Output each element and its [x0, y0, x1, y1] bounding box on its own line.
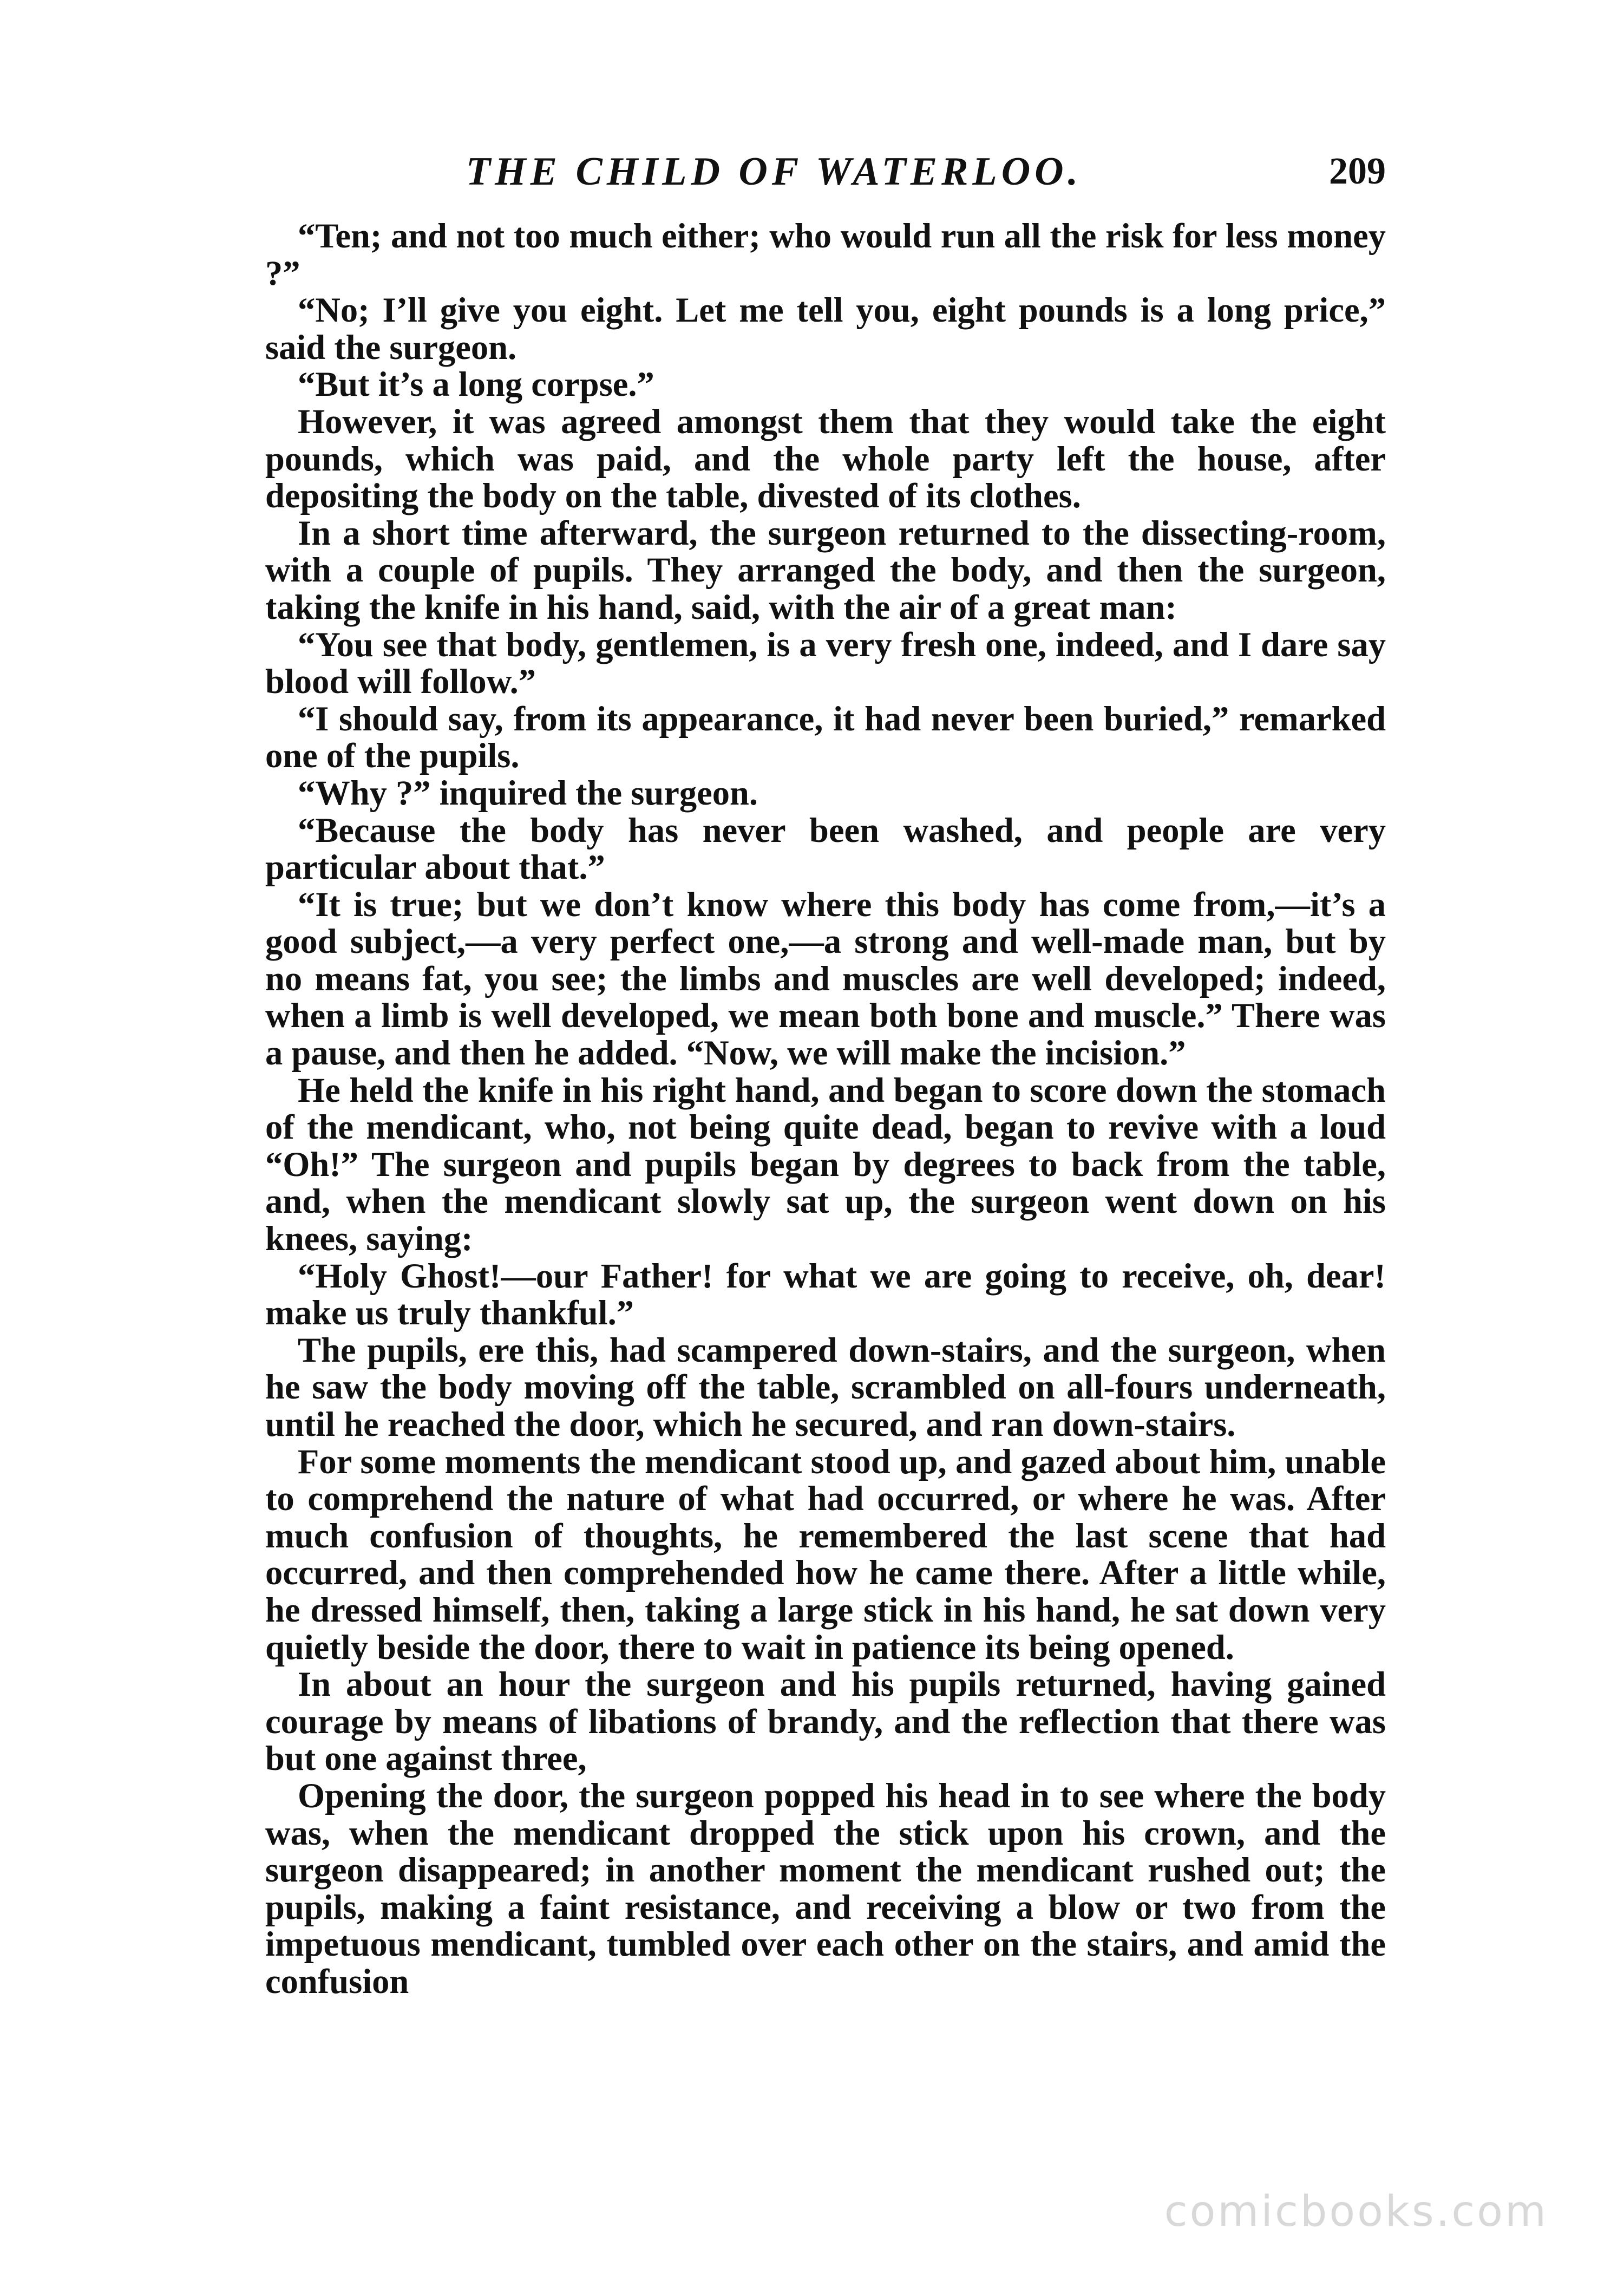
paragraph: “But it’s a long corpse.” [298, 365, 654, 404]
paragraph: For some moments the mendicant stood up, and gazed about him, unable to comprehend the nature of what had occurred, or where he was. After much confusion of thoughts, he remembered the last scene that had occurred, and then comprehended how he came there. After a little while, he dressed himself, then, taking a large stick in his hand, he sat down very quietly beside the door, there to wait in patience its being opened. [265, 1442, 1386, 1667]
paragraph: “It is true; but we don’t know where this body has come from,—it’s a good subject,—a very perfect one,—a strong and well-made man, but by no means fat, you see; the limbs and muscles are well developed; indeed, when a limb is well developed, we mean both bone and muscle.” There was a pause, and then he added. “Now, we will make the incision.” [265, 885, 1386, 1073]
paragraph: He held the knife in his right hand, and began to score down the stomach of the mendicant, who, not being quite dead, began to revive with a loud “Oh!” The surgeon and pupils began by degrees to back from the table, and, when the mendicant slowly sat up, the surgeon went down on his knees, saying: [265, 1070, 1386, 1258]
paragraph: “Because the body has never been washed, and people are very particular about that.” [265, 811, 1386, 887]
paragraph: “Ten; and not too much either; who would run all the risk for less money ?” [265, 217, 1386, 292]
watermark: comicbooks.com [1164, 2187, 1548, 2236]
page-number: 209 [1329, 151, 1386, 192]
paragraph: “No; I’ll give you eight. Let me tell you, eight pounds is a long price,” said the surgeon. [265, 291, 1386, 367]
running-head [265, 147, 1386, 196]
paragraph: “You see that body, gentlemen, is a very fresh one, indeed, and I dare say blood will follow.” [265, 625, 1386, 701]
body-text [265, 218, 1386, 2001]
paragraph: Opening the door, the surgeon popped his head in to see where the body was, when the mendicant dropped the stick upon his crown, and the surgeon disappeared; in another moment the mendicant rushed out; the pupils, making a faint resistance, and receiving a blow or two from the impetuous mendicant, tumbled over each other on the stairs, and amid the confusion [265, 1776, 1386, 2001]
paragraph: “Why ?” inquired the surgeon. [298, 773, 758, 812]
paragraph: “Holy Ghost!—our Father! for what we are going to receive, oh, dear! make us truly thankful.” [265, 1256, 1386, 1332]
paragraph: However, it was agreed amongst them that they would take the eight pounds, which was paid, and the whole party left the house, after depositing the body on the table, divested of its clothes. [265, 402, 1386, 515]
running-title: THE CHILD OF WATERLOO. [466, 149, 1083, 194]
paragraph: “I should say, from its appearance, it had never been buried,” remarked one of the pupils. [265, 699, 1386, 775]
paragraph: In a short time afterward, the surgeon returned to the dissecting-room, with a couple of pupils. They arranged the body, and then the surgeon, taking the knife in his hand, said, with the air of a great man: [265, 513, 1386, 626]
paragraph: The pupils, ere this, had scampered down-stairs, and the surgeon, when he saw the body moving off the table, scrambled on all-fours underneath, until he reached the door, which he secured, and ran down-stairs. [265, 1330, 1386, 1443]
paragraph: In about an hour the surgeon and his pupils returned, having gained courage by means of libations of brandy, and the reflection that there was but one against three, [265, 1665, 1386, 1778]
